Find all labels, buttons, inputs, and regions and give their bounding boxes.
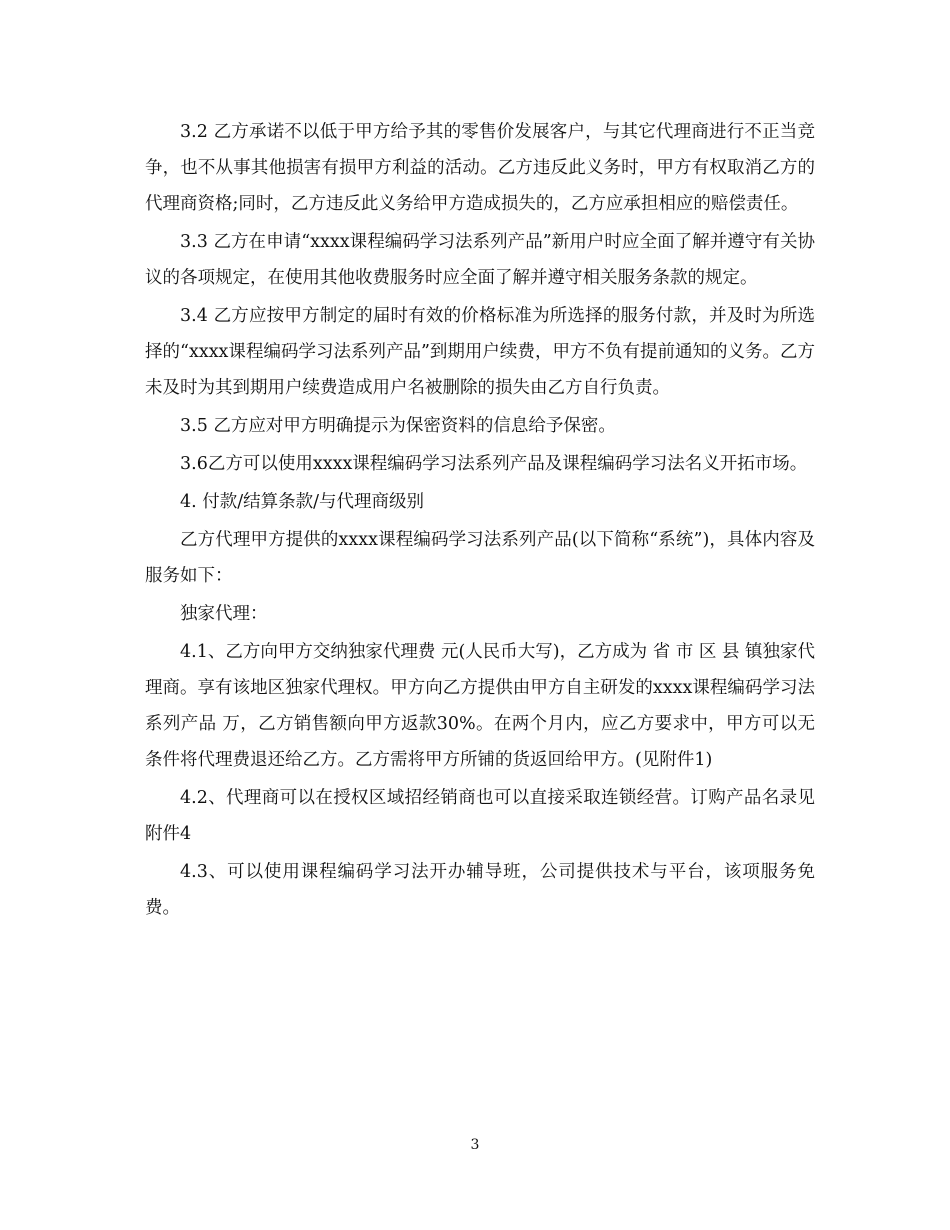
page-number: 3 xyxy=(470,1137,480,1153)
clause-3-2: 3.2 乙方承诺不以低于甲方给予其的零售价发展客户，与其它代理商进行不正当竞争，也不从事其他损害有损甲方利益的活动。乙方违反此义务时，甲方有权取消乙方的代理商资格;同时，乙方违反此义务给甲方造成损失的，乙方应承担相应的赔偿责任。 xyxy=(145,122,815,214)
section-4-intro: 乙方代理甲方提供的xxxx课程编码学习法系列产品(以下简称“系统”)，具体内容及服务如下： xyxy=(145,530,815,586)
clause-3-5: 3.5 乙方应对甲方明确提示为保密资料的信息给予保密。 xyxy=(180,416,616,436)
exclusive-agency-heading: 独家代理： xyxy=(180,604,268,624)
clause-3-4: 3.4 乙方应按甲方制定的届时有效的价格标准为所选择的服务付款，并及时为所选择的“xxxx课程编码学习法系列产品”到期用户续费，甲方不负有提前通知的义务。乙方未及时为其到期用户续费造成用户名被删除的损失由乙方自行负责。 xyxy=(145,306,815,398)
clause-4-2: 4.2、代理商可以在授权区域招经销商也可以直接采取连锁经营。订购产品名录见附件4 xyxy=(145,788,815,844)
section-4-heading: 4. 付款/结算条款/与代理商级别 xyxy=(180,492,425,512)
clause-3-3: 3.3 乙方在申请“xxxx课程编码学习法系列产品”新用户时应全面了解并遵守有关协议的各项规定，在使用其他收费服务时应全面了解并遵守相关服务条款的规定。 xyxy=(145,232,815,288)
clause-4-3: 4.3、可以使用课程编码学习法开办辅导班，公司提供技术与平台，该项服务免费。 xyxy=(145,862,815,918)
document-body xyxy=(145,114,815,928)
clause-4-1: 4.1、乙方向甲方交纳独家代理费 元(人民币大写)，乙方成为 省 市 区 县 镇独家代理商。享有该地区独家代理权。甲方向乙方提供由甲方自主研发的xxxx课程编码学习法系列产品 万，乙方销售额向甲方返款30%。在两个月内，应乙方要求中，甲方可以无条件将代理费退还给乙方。乙方需将甲方所铺的货返回给甲方。(见附件1) xyxy=(145,642,815,770)
clause-3-6: 3.6乙方可以使用xxxx课程编码学习法系列产品及课程编码学习法名义开拓市场。 xyxy=(180,454,808,474)
